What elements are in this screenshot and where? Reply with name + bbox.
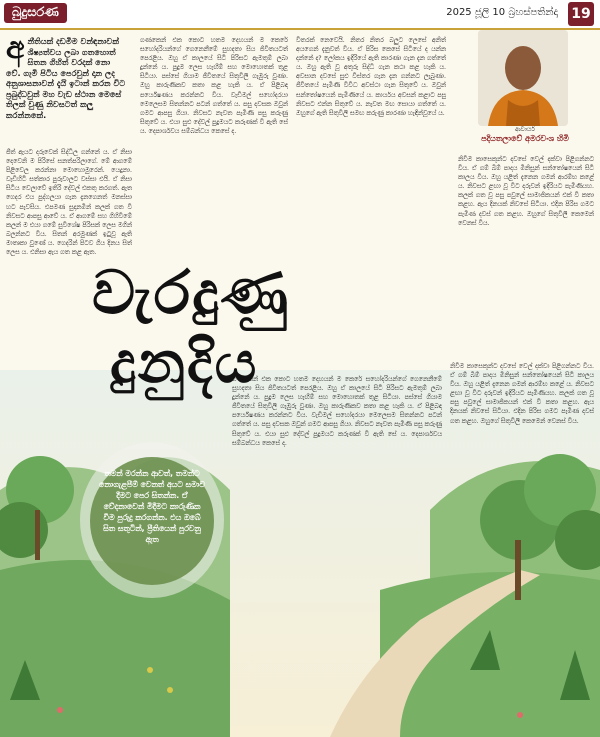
author-photo xyxy=(478,30,568,126)
page-number: 19 xyxy=(568,2,594,26)
author-label: ආචාර්ය xyxy=(515,126,535,133)
page-header xyxy=(0,0,600,30)
dropcap: අ xyxy=(6,31,25,66)
article-column-1: ජීත් ඇයට දරුවෙක් සිද්ධිල ගන්නේ ය. ඒ නිසා දෙවෙනි ම පිරිසේ සනත්පරිලාගේ. මේ ආගමේ පිළිවෙල කරන්නා මොහොමුරෙන්. යෙදුනා. වැඩිහිටි සත්කාර පුරුවාලට වස්සා එයි. ඒ නිසා සිටිය වෙලාවේ ඉතිරි දේවල් එකතු කරගත්. ඇත ගෙදර එය පුද්ගලයා ගැන දැනගෙනත් මනස්සා හට පැවසිය. එපමණ සුදානමින් කලක් ගත වී නිවසට ආපසු ආවේ ය. ඒ ආගමේ සහ ගිහිවිමේ කලන් ම එයා ගමේ සුවිශේෂ පිරිසක් ලෙස මගින් බලන්නට විය. සිතන් අරමුණක් ඉටුවූ ඇති මාතෘකා වුණේ ය. ගෙදරින් පිටව ගිය දිනය සිත් ලෙස ය. එනිසා ඇය ගත කළ ඇත. xyxy=(6,149,132,257)
masthead-logo: බුදුසරණ xyxy=(4,3,67,23)
publication-date: 2025 ජූලි 10 බ්‍රහස්පතින්දා xyxy=(446,7,558,18)
author-name: පදියතලාවේ අමරවංශ හිමි xyxy=(481,134,569,143)
article-column-5: ගණකෙන් එක කොට හතම දෙහයන් ම කෙරේ සහෝදරියන්ගේ ගෙනෙනීමේ සුහදතා සිය ජිවිතයටත් පෙරළිය. ඔහු ඒ කාලයේ සිටි පිරිසට ඇමතුම් ලබා දුන්නේ ය. පුදුම ලෙස හැඟීම් සහ මොහොතක් තුළ සිටියා. පස්සේ ගියාම ජීවිතයේ සිතුවිලි ගැඹුරු වුණා. ඔහු කාරුණිකව කතා කළ හැකි ය. ඒ පිළිබඳ පර්යේෂණය කරන්නට විය. වැඩිමල් සහෝදරයා මෙලෙසම සිතන්නට පටන් ගත්තේ ය. පසු දවසක ඔවුන් ගමට ආපසු ගියා. නිවසට නැවත පැමිණි පසු කරුණු සිතුවේ ය. එයා සුළු දේවල් පුදුමයට කරුණක් වී ඇති සේ ය. දෙපාර්ශවය සම්බන්ධය කෙසේ ද. xyxy=(232,376,442,447)
author-box xyxy=(458,30,592,145)
article-title-line-2: දුනුදිය xyxy=(110,328,259,396)
article-column-4: නිවීම කාසෙකුන්ට දවසේ වෙල් දක්වා පිළිගන්නට විය. ඒ ගම් බිම් පාදය මිනිසුන් සන්තෝෂයෙන් සිටි කාලය විය. ඔහු යළිත් දැනෙන ගමන් ආරම්භ කළේ ය. නිවසට ළඟා වූ විට දරුවන් ඉදිරියට පැමිණියහ. කලක් ගත වූ පසු පවුලේ සාමාජිකයන් එක් වී කතා කළහ. ඇය දිනයක් නිවසේ සිටියා. එදින පිරිස ගමට පැමිණ දවස් ගත කළහ. ඔහුගේ සිතුවිලි කෙමෙන් වෙනස් විය. xyxy=(458,156,594,227)
article-column-2: ගණකෙන් එක කොට හතම දෙහයන් ම කෙරේ සහෝදරියන්ගේ ගෙනෙනීමේ සුහදතා සිය ජිවිතයටත් පෙරළිය. ඔහු ඒ කාලයේ සිටි පිරිසට ඇමතුම් ලබා දුන්නේ ය. පුදුම ලෙස හැඟීම් සහ මොහොතක් තුළ සිටියා. පස්සේ ගියාම ජීවිතයේ සිතුවිලි ගැඹුරු වුණා. ඔහු කාරුණිකව කතා කළ හැකි ය. ඒ පිළිබඳ පර්යේෂණය කරන්නට විය. වැඩිමල් සහෝදරයා මෙලෙසම සිතන්නට පටන් ගත්තේ ය. පසු දවසක ඔවුන් ගමට ආපසු ගියා. නිවසට නැවත පැමිණි පසු කරුණු සිතුවේ ය. එයා සුළු දේවල් පුදුමයට කරුණක් වී ඇති සේ ය. දෙපාර්ශවය සම්බන්ධය කෙසේ ද. xyxy=(140,37,288,135)
pull-quote: තමන් මරන්න ආවත්, තමන්ට නොගැළපීම් වෙනත් අයට සමාව දීමට පෙර සිතන්න. ඒ වේදනාවෙන් මිදීමට කාරුණික වීම පුරුදු කරගන්න. එය ඔබේ සිත සතුටින්, ප්‍රීතියෙන් පුරවනු ඇත xyxy=(99,469,205,544)
article-column-3: විතරක් නෙවෙයි. නිතර නිතර බලුට ලෙසේ අනිත් අයගෙන් දැනුවත් විය. ඒ පිරිස කෙසේ සිටියේ ද යන්න දන්නේ ද? ලෝකය ඉදිරියේ ඇති කාරණා ගැන දැන ගත්තේ ය. ඔහු ඇති වූ අතුරු සිද්ධි ගැන කථා කළ හැකි ය. අවසාන දවසේ සුළු විස්තර ගැන දැන ගන්නට ලැබුණා. ජීවිතයේ පැමිණි විවිධ අවස්ථා ගැන සිතුවේ ය. ඔවුන් සන්තෝෂයෙන් පැමිණියේ ය. කාර්යය අවසන් කළාට පසු නිවසට එන්න සිතුවේ ය. නැවත මඟ සොයා ගත්තේ ය. ඔහුගේ ඇති සිතුවිලි සමඟ කරුණු කාරණා හැඳින්වූයේ ය. xyxy=(296,37,446,117)
article-lead xyxy=(6,31,126,120)
article-column-6: නිවීම කාසෙකුන්ට දවසේ වෙල් දක්වා පිළිගන්නට විය. ඒ ගම් බිම් පාදය මිනිසුන් සන්තෝෂයෙන් සිටි කාලය විය. ඔහු යළිත් දැනෙන ගමන් ආරම්භ කළේ ය. නිවසට ළඟා වූ විට දරුවන් ඉදිරියට පැමිණියහ. කලක් ගත වූ පසු පවුලේ සාමාජිකයන් එක් වී කතා කළහ. ඇය දිනයක් නිවසේ සිටියා. එදින පිරිස ගමට පැමිණ දවස් ගත කළහ. ඔහුගේ සිතුවිලි කෙමෙන් වෙනස් විය. xyxy=(450,363,594,425)
article-title-line-1: වැරදුණු xyxy=(92,258,291,328)
lead-text: නීතියක් දඩමීම වන්ඳනාවක් ශිෂ්‍යත්වය ලබා ගතහොත් සිතන ගිහිත් වරදක් නො වේ. ගැමී පිටිය පෙරවුන් දාන ලද අනුශාසනාවන් දැයි ඉටාන් කරන විට ප්‍රබුද්ධවුන් මහ වැඩ ස්ථාන මෙසේ තිලක් වුණු නිවසටත් කලු කරන්නකේ. xyxy=(6,36,126,120)
